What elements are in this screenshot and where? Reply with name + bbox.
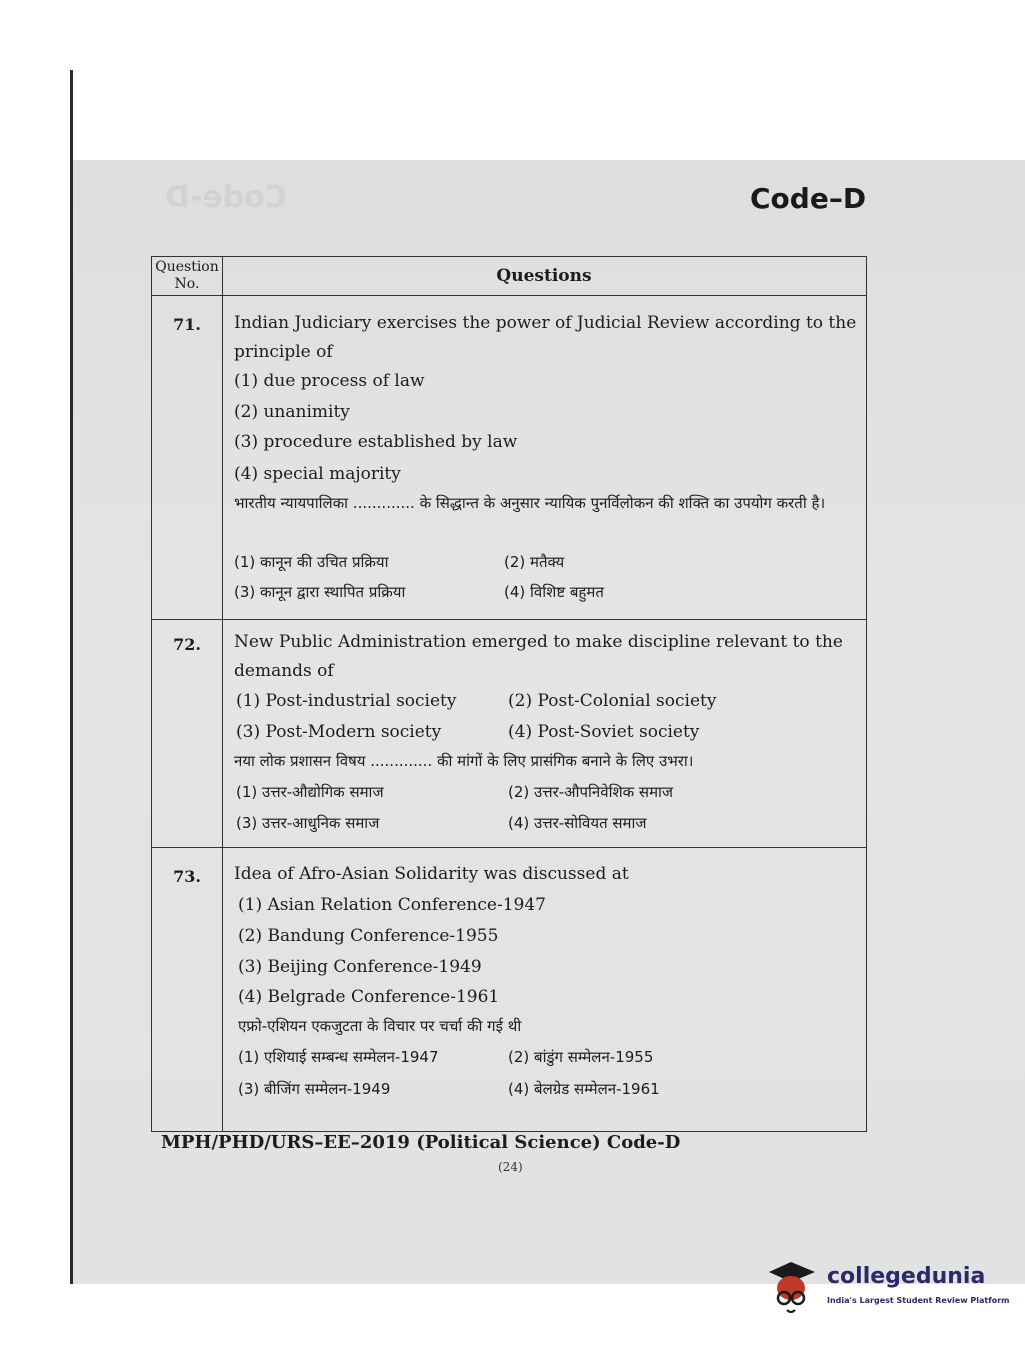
option: (2) unanimity: [234, 402, 350, 422]
option-hindi: (4) विशिष्ट बहुमत: [504, 583, 604, 601]
option-hindi: (2) मतैक्य: [504, 553, 565, 571]
option-hindi: (1) कानून की उचित प्रक्रिया: [234, 553, 389, 571]
option-hindi: (1) एशियाई सम्बन्ध सम्मेलन-1947: [238, 1048, 439, 1066]
question-text-hindi: नया लोक प्रशासन विषय ............. की मांगों के लिए प्रासंगिक बनाने के लिए उभरा।: [234, 752, 694, 770]
header-divider: [152, 295, 866, 296]
option: (1) Post-industrial society: [236, 691, 457, 711]
option: (3) procedure established by law: [234, 432, 518, 452]
collegedunia-watermark: [765, 1258, 1010, 1318]
paper-code: Code–D: [750, 182, 867, 215]
option-hindi: (2) बांडुंग सम्मेलन-1955: [508, 1048, 654, 1066]
option: (2) Bandung Conference-1955: [238, 926, 499, 946]
option: (4) Belgrade Conference-1961: [238, 987, 500, 1007]
option-hindi: (4) बेलग्रेड सम्मेलन-1961: [508, 1080, 660, 1098]
option-hindi: (3) कानून द्वारा स्थापित प्रक्रिया: [234, 583, 406, 601]
option-hindi: (3) बीजिंग सम्मेलन-1949: [238, 1080, 391, 1098]
row-divider: [152, 619, 866, 620]
option: (1) due process of law: [234, 371, 425, 391]
question-text-english: Idea of Afro-Asian Solidarity was discussed at: [234, 864, 629, 884]
question-number: 72.: [173, 635, 201, 654]
graduate-mascot-icon: [765, 1258, 823, 1318]
option-hindi: (2) उत्तर-औपनिवेशिक समाज: [508, 783, 674, 801]
question-table: [151, 256, 867, 1132]
option: (1) Asian Relation Conference-1947: [238, 895, 546, 915]
column-header-questions: Questions: [496, 266, 592, 286]
option: (4) special majority: [234, 464, 401, 484]
question-text-hindi: एफ्रो-एशियन एकजुटता के विचार पर चर्चा की गई थी: [238, 1017, 522, 1035]
option: (2) Post-Colonial society: [508, 691, 717, 711]
option: (3) Post-Modern society: [236, 722, 442, 742]
question-text-hindi: भारतीय न्यायपालिका ............. के सिद्धान्त के अनुसार न्यायिक पुनर्विलोकन की शक्ति का उपयोग करती है।: [234, 494, 826, 512]
brand-tagline: India's Largest Student Review Platform: [827, 1296, 1010, 1305]
question-number: 73.: [173, 867, 201, 886]
row-divider: [152, 847, 866, 848]
page-number: (24): [498, 1160, 523, 1174]
question-text-english: Indian Judiciary exercises the power of Judicial Review according to the principle of: [234, 313, 857, 362]
brand-name: collegedunia: [827, 1264, 986, 1289]
option-hindi: (1) उत्तर-औद्योगिक समाज: [236, 783, 384, 801]
bleed-through-text: Code-D: [165, 180, 287, 215]
option-hindi: (3) उत्तर-आधुनिक समाज: [236, 814, 380, 832]
option: (3) Beijing Conference-1949: [238, 957, 482, 977]
question-text-english: New Public Administration emerged to make discipline relevant to the demands of: [234, 632, 843, 681]
column-divider: [222, 257, 223, 1131]
column-header-question-no: Question No.: [155, 259, 219, 292]
option: (4) Post-Soviet society: [508, 722, 700, 742]
option-hindi: (4) उत्तर-सोवियत समाज: [508, 814, 647, 832]
footer-title: MPH/PHD/URS–EE–2019 (Political Science) Code-D: [161, 1132, 681, 1153]
question-number: 71.: [173, 315, 201, 334]
